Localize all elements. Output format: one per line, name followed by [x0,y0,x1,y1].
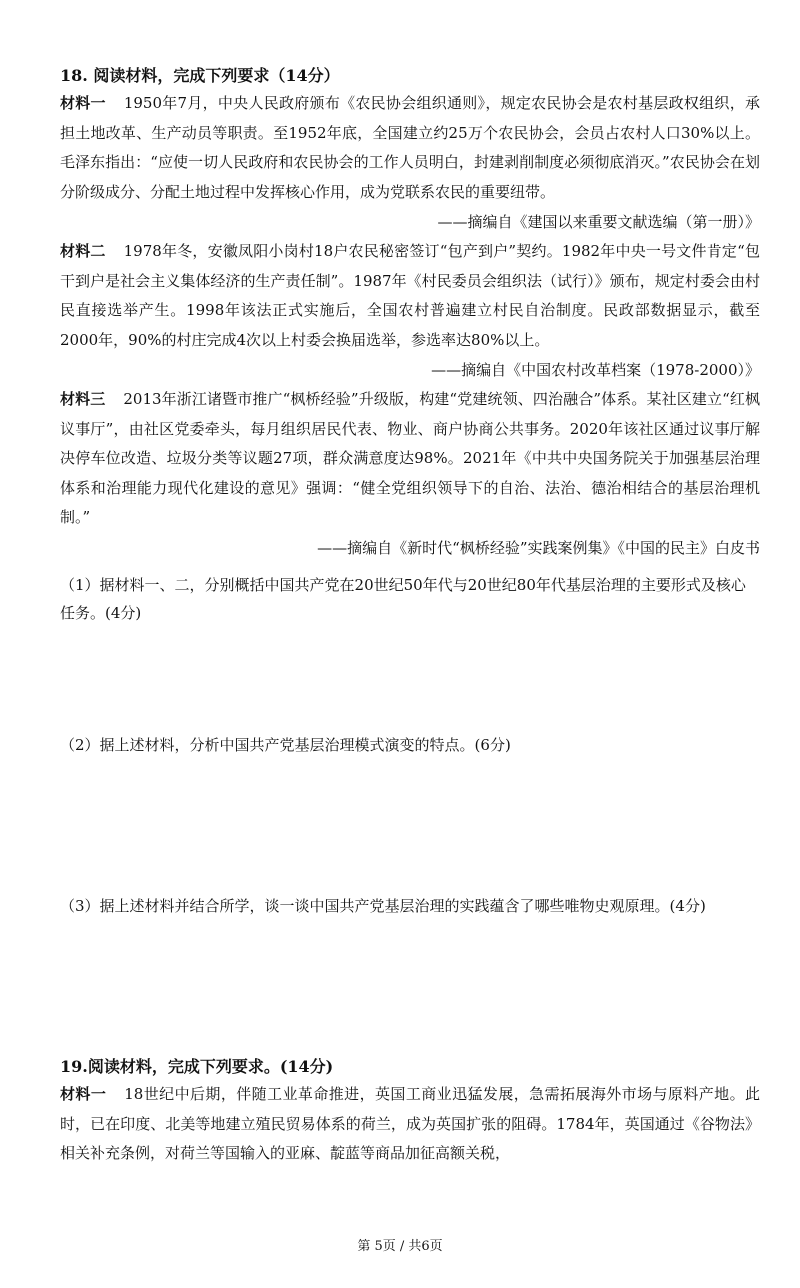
material-3-text: 2013年浙江诸暨市推广“枫桥经验”升级版，构建“党建统领、四治融合”体系。某社区建立“红枫议事厅”，由社区党委牵头，每月组织居民代表、物业、商户协商公共事务。2020年该社区通过议事厅解决停车位改造、垃圾分类等议题27项，群众满意度达98%。2021年《中共中央国务院关于加强基层治理体系和治理能力现代化建设的意见》强调：“健全党组织领导下的自治、法治、德治相结合的基层治理机制。” [60,390,760,526]
material-3 [60,385,760,533]
sub-question-3: （3）据上述材料并结合所学，谈一谈中国共产党基层治理的实践蕴含了哪些唯物史观原理。(4分) [60,897,706,915]
material-1-text: 1950年7月，中央人民政府颁布《农民协会组织通则》，规定农民协会是农村基层政权组织，承担土地改革、生产动员等职责。至1952年底，全国建立约25万个农民协会，会员占农村人口30%以上。毛泽东指出：“应使一切人民政府和农民协会的工作人员明白，封建剥削制度必须彻底消灭。”农民协会在划分阶级成分、分配土地过程中发挥核心作用，成为党联系农民的重要纽带。 [60,94,760,201]
question-18-title: 18. 阅读材料，完成下列要求（14分） [60,66,340,85]
question-19 [60,1054,760,1169]
question-19-title: 19.阅读材料，完成下列要求。(14分) [60,1057,334,1076]
material-2-label: 材料二 [60,242,106,260]
q19-material-1 [60,1080,760,1169]
question-18 [60,63,760,563]
material-3-source: ——摘编自《新时代“枫桥经验”实践案例集》《中国的民主》白皮书 [317,538,760,557]
q19-material-1-label: 材料一 [60,1085,107,1103]
material-2-text: 1978年冬，安徽凤阳小岗村18户农民秘密签订“包产到户”契约。1982年中央一号文件肯定“包干到户是社会主义集体经济的生产责任制”。1987年《村民委员会组织法（试行）》颁布，规定村委会由村民直接选举产生。1998年该法正式实施后，全国农村普遍建立村民自治制度。民政部数据显示，截至2000年，90%的村庄完成4次以上村委会换届选举，参选率达80%以上。 [60,242,760,349]
material-1-source: ——摘编自《建国以来重要文献选编（第一册）》 [437,213,760,231]
sub-question-2: （2）据上述材料，分析中国共产党基层治理模式演变的特点。(6分) [60,736,511,754]
material-2-source: ——摘编自《中国农村改革档案（1978-2000）》 [431,361,760,379]
q19-material-1-text: 18世纪中后期，伴随工业革命推进，英国工商业迅猛发展，急需拓展海外市场与原料产地。此时，已在印度、北美等地建立殖民贸易体系的荷兰，成为英国扩张的阻碍。1784年，英国通过《谷物法》相关补充条例，对荷兰等国输入的亚麻、靛蓝等商品加征高额关税， [60,1085,760,1162]
material-2 [60,237,760,355]
material-1 [60,89,760,207]
material-3-label: 材料三 [60,390,106,408]
sub-question-1: （1）据材料一、二，分别概括中国共产党在20世纪50年代与20世纪80年代基层治理的主要形式及核心任务。(4分) [60,576,746,622]
page-footer: 第 5页 / 共6页 [357,1239,443,1254]
material-1-label: 材料一 [60,94,106,112]
